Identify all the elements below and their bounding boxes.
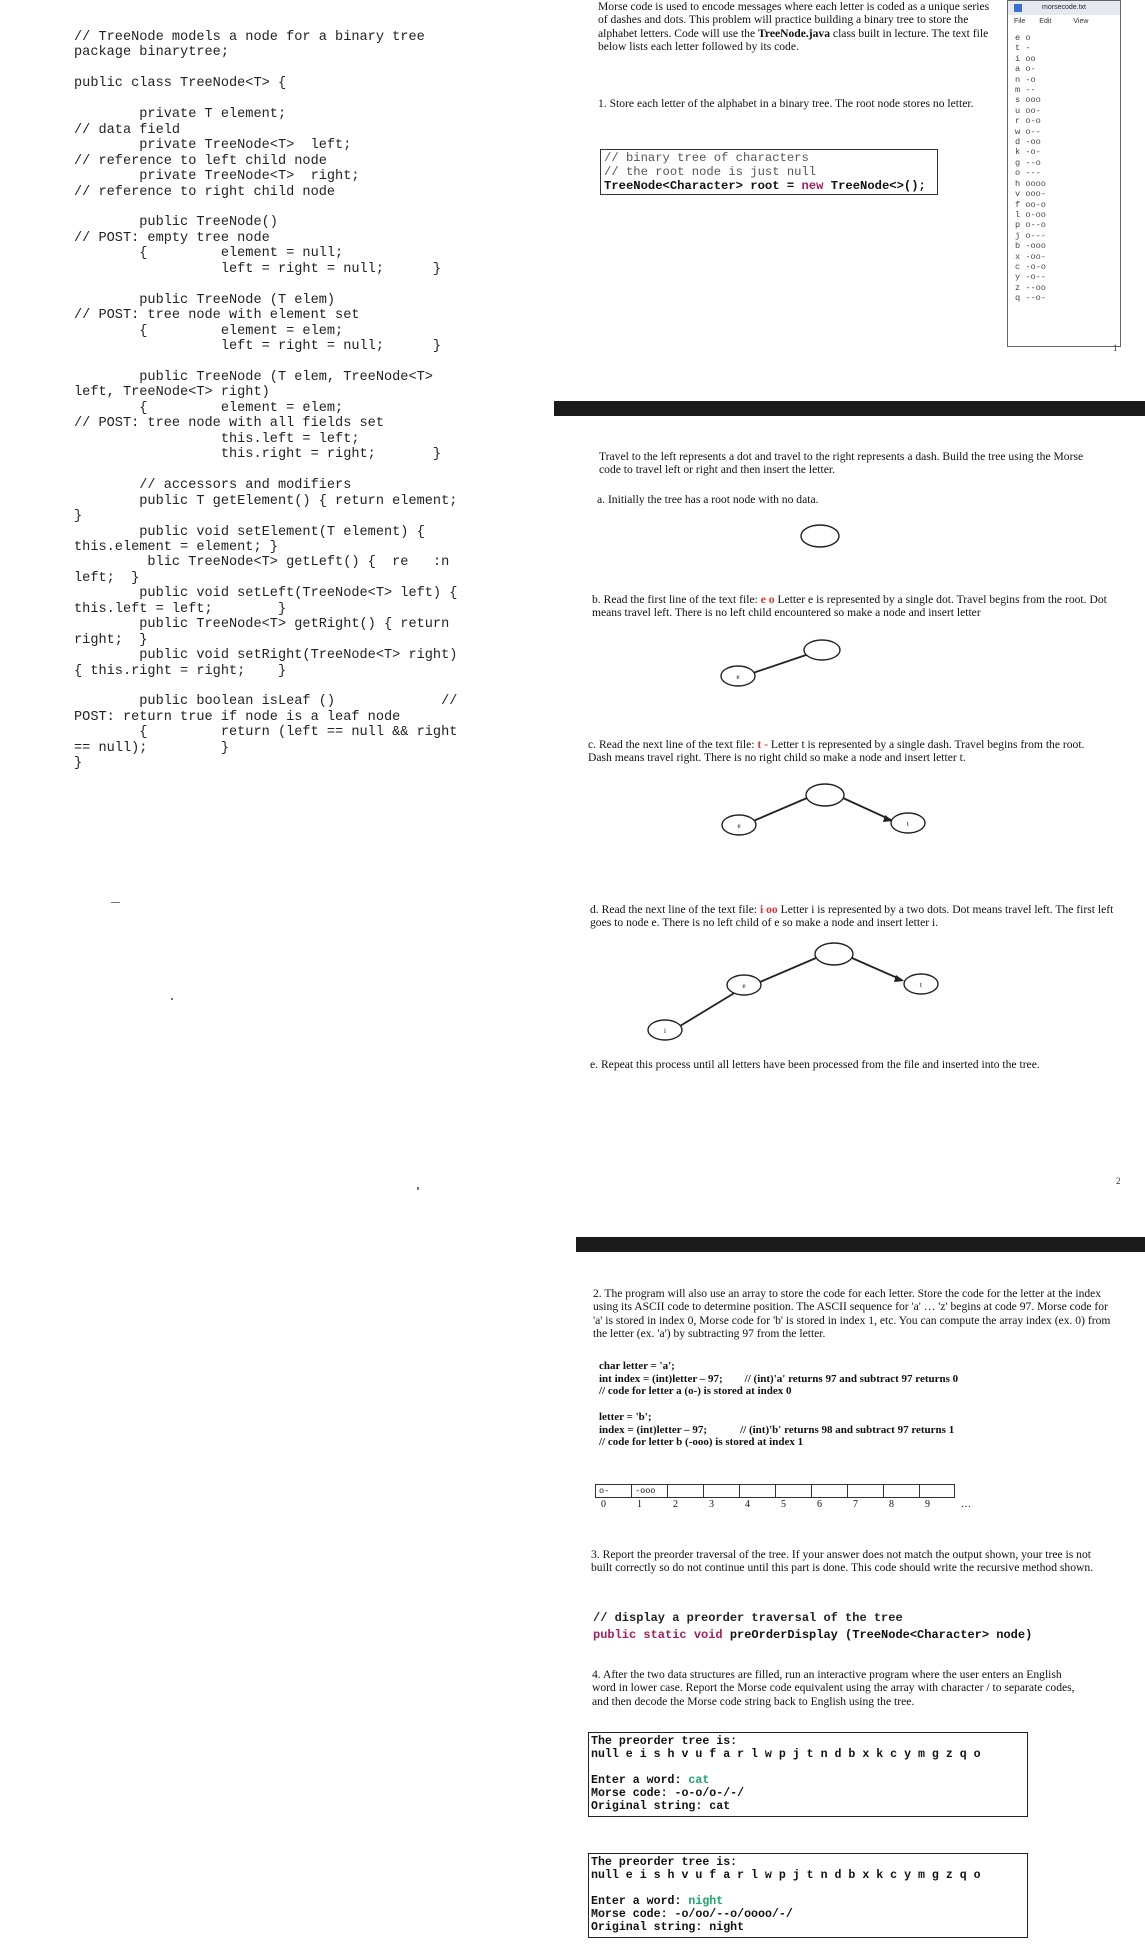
code-line: this.element = element; } — [74, 539, 278, 555]
notepad-window[interactable] — [1007, 0, 1121, 347]
original-label: Original string: — [591, 1800, 710, 1813]
preorder-value: null e i s h v u f a r l w p j t n d b x k c y m g z q o — [591, 1869, 981, 1882]
morse-line: e o — [760, 593, 775, 606]
tree-diagram-d — [640, 936, 950, 1046]
array-cell: -ooo — [631, 1484, 667, 1498]
array-cell — [739, 1484, 775, 1498]
tree-diagram-c — [715, 778, 940, 843]
code-signature: preOrderDisplay (TreeNode<Character> node) — [722, 1628, 1033, 1642]
code-line: public void setElement(T element) { — [74, 524, 425, 540]
intro-text: Morse code is used to encode messages where each letter is coded as a unique series of dashes and dots. This problem will practice building a binary tree to store the alphabet letters. Code will use the — [598, 0, 990, 40]
code-line: this.left = left; — [74, 431, 360, 447]
code-line: public T getElement() { return element; — [74, 493, 458, 509]
code-line — [74, 200, 554, 215]
morse-value: -o/oo/--o/oooo/-/ — [674, 1908, 793, 1921]
menu-edit[interactable]: Edit — [1039, 18, 1052, 25]
code-line: this.right = right; } — [74, 447, 442, 463]
array-index: 7 — [853, 1499, 858, 1510]
notepad-title: morsecode.txt — [1042, 4, 1086, 11]
notepad-line: u oo- — [1015, 105, 1041, 116]
array-cell — [919, 1484, 955, 1498]
code-line: right; } — [74, 632, 148, 648]
code-comment: // the root node is just null — [604, 165, 817, 179]
notepad-line: e o — [1015, 33, 1031, 43]
notepad-line: d -oo — [1015, 137, 1041, 148]
scan-speck — [171, 998, 173, 1000]
code-line: { return (left == null && right — [74, 725, 458, 741]
code-line: left, TreeNode<T> right) — [74, 385, 270, 401]
morse-label: Morse code: — [591, 1908, 675, 1921]
notepad-line: f oo-o — [1015, 199, 1046, 210]
code-line: // POST: tree node with element set — [74, 308, 360, 324]
step-b-text — [592, 593, 1107, 620]
code-line: // POST: tree node with all fields set — [74, 416, 384, 432]
code-line: // reference to left child node — [74, 153, 327, 169]
step-a-text: a. Initially the tree has a root node with no data. — [597, 493, 819, 506]
step3-code — [593, 1610, 1032, 1644]
step-text: c. Read the next line of the text file: — [588, 738, 758, 751]
preorder-label: The preorder tree is: — [591, 1735, 738, 1748]
code-line: } — [74, 509, 83, 525]
code-line: TreeNode<Character> root = — [604, 179, 802, 193]
step1-code-box — [600, 149, 938, 195]
prompt: Enter a word: — [591, 1774, 689, 1787]
array-index: 5 — [781, 1499, 786, 1510]
code-line: public void setLeft(TreeNode<T> left) { — [74, 586, 458, 602]
code-line — [74, 92, 554, 107]
node-e-label: e — [742, 982, 746, 990]
step-c-text — [588, 738, 1103, 765]
notepad-line: x -oo- — [1015, 251, 1046, 262]
code-line — [74, 277, 554, 292]
code-line: public TreeNode (T elem) — [74, 292, 336, 308]
example-code-b: letter = 'b'; index = (int)letter – 97; // (int)'b' returns 98 and subtract 97 returns 1 // code for letter b (-ooo) is stored at index 1 — [599, 1411, 955, 1449]
notepad-line: v ooo- — [1015, 189, 1046, 200]
code-line: // data field — [74, 122, 181, 138]
step4-text: 4. After the two data structures are filled, run an interactive program where the user enters an English word in lower case. Report the Morse code equivalent using the array with character / to separate codes, and then decode the Morse code string back to English using the tree. — [592, 1668, 1075, 1708]
code-line: { element = null; — [74, 246, 344, 262]
page-divider — [576, 1237, 1145, 1252]
edge-root-e — [751, 798, 807, 822]
edge-root-e — [760, 958, 816, 982]
code-line: private TreeNode<T> right; — [74, 169, 360, 185]
notepad-line: g --o — [1015, 157, 1041, 168]
array-index: 1 — [637, 1499, 642, 1510]
step-text-end: Letter e is represented by a single dot. Travel begins from the root. Dot means travel left. There is no left child encountered so make a node and insert letter — [592, 593, 1107, 620]
code-line: // POST: empty tree node — [74, 230, 270, 246]
notepad-line: o --- — [1015, 168, 1041, 179]
code-line: public void setRight(TreeNode<T> right) — [74, 648, 458, 664]
root-node — [806, 784, 844, 806]
step-text-end: Letter i is represented by a two dots. Dot means travel left. The first left goes to node e. There is no left child of e so make a node and insert letter i. — [590, 903, 1114, 930]
intro-text-end: class built in lecture. The text file below lists each letter followed by its code. — [598, 26, 989, 54]
code-comment: // binary tree of characters — [604, 151, 809, 165]
code-line: { element = elem; — [74, 323, 344, 339]
edge-root-t — [852, 958, 902, 980]
scan-speck — [111, 902, 120, 903]
root-node — [804, 640, 840, 660]
code-line: // TreeNode models a node for a binary tree — [74, 30, 425, 45]
notepad-app-icon — [1014, 4, 1022, 12]
notepad-line: z --oo — [1015, 282, 1046, 293]
code-line: package binarytree; — [74, 45, 229, 61]
step3-text: 3. Report the preorder traversal of the tree. If your answer does not match the output shown, your tree is not built correctly so do not continue until this part is done. This code should write the recursive method shown. — [591, 1548, 1094, 1575]
travel-paragraph: Travel to the left represents a dot and travel to the right represents a dash. Build the tree using the Morse code to travel left or right and then insert the letter. — [599, 450, 1084, 477]
intro-paragraph — [598, 0, 990, 54]
arrow-head — [894, 975, 904, 982]
java-source-code — [74, 30, 554, 772]
edge-root-t — [843, 798, 891, 820]
code-line: left; } — [74, 570, 140, 586]
root-node — [815, 943, 853, 965]
notepad-line: c -o-o — [1015, 261, 1046, 272]
code-line: this.left = left; } — [74, 601, 287, 617]
notepad-line: a o- — [1015, 64, 1036, 75]
edge-root-e — [750, 654, 809, 674]
code-line: == null); } — [74, 740, 229, 756]
notepad-line: j o--- — [1015, 230, 1046, 241]
notepad-line: r o-o — [1015, 116, 1041, 127]
code-keyword: new — [801, 179, 824, 193]
code-line: public class TreeNode<T> { — [74, 76, 287, 92]
notepad-menubar — [1008, 15, 1120, 29]
array-cell — [775, 1484, 811, 1498]
array-index: 3 — [709, 1499, 714, 1510]
array-cell: o- — [595, 1484, 631, 1498]
preorder-label: The preorder tree is: — [591, 1856, 738, 1869]
example-code-a: char letter = 'a'; int index = (int)letter – 97; // (int)'a' returns 97 and subtract 97 returns 0 // code for letter a (o-) is stored at index 0 — [599, 1360, 959, 1398]
node-i-label: i — [664, 1027, 666, 1035]
notepad-titlebar[interactable] — [1008, 1, 1120, 15]
array-cell — [667, 1484, 703, 1498]
tree-diagram-b — [710, 632, 850, 692]
notepad-line: l o-oo — [1015, 209, 1046, 220]
user-word: night — [688, 1895, 724, 1908]
code-line: { this.right = right; } — [74, 663, 287, 679]
page-number: 1 — [1113, 343, 1118, 353]
array-index: 0 — [601, 1499, 606, 1510]
array-cells — [595, 1484, 991, 1498]
original-value: night — [709, 1921, 745, 1934]
code-line: // accessors and modifiers — [74, 478, 352, 494]
notepad-line: n -o — [1015, 74, 1036, 85]
code-comment: // display a preorder traversal of the tree — [593, 1611, 903, 1625]
notepad-line: q --o- — [1015, 293, 1046, 304]
menu-view[interactable]: View — [1073, 18, 1089, 25]
code-line-end: TreeNode<>(); — [823, 179, 926, 193]
notepad-line: k -o- — [1015, 147, 1041, 158]
morse-value: -o-o/o-/-/ — [674, 1787, 745, 1800]
array-index: 9 — [925, 1499, 930, 1510]
edge-e-i — [680, 992, 736, 1026]
node-t-label: t — [920, 981, 922, 989]
array-index: 4 — [745, 1499, 750, 1510]
page-divider — [554, 401, 1145, 416]
root-node — [801, 525, 839, 547]
code-line — [74, 61, 554, 76]
morse-line: t - — [757, 738, 768, 751]
class-name: TreeNode.java — [758, 26, 831, 40]
code-line: POST: return true if node is a leaf node — [74, 709, 401, 725]
menu-file[interactable]: File — [1014, 18, 1026, 25]
morse-array-diagram — [595, 1484, 991, 1510]
morse-label: Morse code: — [591, 1787, 675, 1800]
notepad-line: y -o-- — [1015, 272, 1046, 283]
code-line: private TreeNode<T> left; — [74, 138, 352, 154]
code-keyword: public static void — [593, 1628, 723, 1642]
array-cell — [703, 1484, 739, 1498]
original-label: Original string: — [591, 1921, 710, 1934]
notepad-line: h oooo — [1015, 178, 1046, 189]
step1-text: 1. Store each letter of the alphabet in a binary tree. The root node stores no letter. — [598, 97, 974, 110]
step-text-end: Letter t is represented by a single dash. Travel begins from the root. Dash means travel right. There is no right child so make a node and insert letter t. — [588, 738, 1085, 765]
node-e-label: e — [736, 673, 740, 681]
code-line: public TreeNode (T elem, TreeNode<T> — [74, 369, 433, 385]
step-text: b. Read the first line of the text file: — [592, 593, 761, 606]
console-output-1 — [588, 1732, 1028, 1817]
notepad-line: s ooo — [1015, 95, 1041, 106]
user-word: cat — [688, 1774, 710, 1787]
notepad-line: p o--o — [1015, 220, 1046, 231]
prompt: Enter a word: — [591, 1895, 689, 1908]
notepad-line: w o-- — [1015, 126, 1041, 137]
code-line — [74, 679, 554, 694]
code-line: } — [74, 756, 83, 772]
code-line — [74, 355, 554, 370]
array-cell — [811, 1484, 847, 1498]
code-line: left = right = null; } — [74, 339, 442, 355]
step-text: d. Read the next line of the text file: — [590, 903, 760, 916]
notepad-line: t - — [1015, 43, 1031, 54]
array-index: 6 — [817, 1499, 822, 1510]
node-t-label: t — [907, 820, 909, 828]
code-line: // reference to right child node — [74, 184, 336, 200]
array-index: 2 — [673, 1499, 678, 1510]
code-line: private T element; — [74, 107, 287, 123]
code-line: blic TreeNode<T> getLeft() { re :n — [74, 555, 450, 571]
notepad-line: i oo — [1015, 53, 1036, 64]
page-number: 2 — [1116, 1176, 1121, 1186]
original-value: cat — [709, 1800, 731, 1813]
code-line: public TreeNode<T> getRight() { return — [74, 617, 450, 633]
notepad-line: m -- — [1015, 85, 1036, 96]
preorder-value: null e i s h v u f a r l w p j t n d b x k c y m g z q o — [591, 1748, 981, 1761]
node-e-label: e — [737, 822, 741, 830]
array-index: … — [961, 1499, 971, 1510]
array-index: 8 — [889, 1499, 894, 1510]
notepad-line: b -ooo — [1015, 241, 1046, 252]
scan-speck — [417, 1187, 419, 1190]
tree-diagram-a — [790, 520, 860, 556]
step2-text: 2. The program will also use an array to store the code for each letter. Store the code for the letter at the index using its ASCII code to determine position. The ASCII sequence for 'a' … 'z' begins at code 97. Morse code for 'a' is stored in index 0, Morse code for 'b' is stored in index 1, etc. You can compute the array index (ex. 0) from the letter (ex. 'a') by subtracting 97 from the letter. — [593, 1287, 1111, 1341]
step-e-text: e. Repeat this process until all letters have been processed from the file and inserted into the tree. — [590, 1058, 1040, 1071]
code-line: public TreeNode() — [74, 215, 278, 231]
code-line: { element = elem; — [74, 400, 344, 416]
code-line: left = right = null; } — [74, 261, 442, 277]
array-indices — [595, 1499, 991, 1510]
array-cell — [883, 1484, 919, 1498]
morse-line: i oo — [760, 903, 778, 916]
code-line: public boolean isLeaf () // — [74, 694, 458, 710]
code-line — [74, 463, 554, 478]
notepad-text-content[interactable] — [1015, 33, 1046, 304]
array-cell — [847, 1484, 883, 1498]
console-output-2 — [588, 1853, 1028, 1938]
step-d-text — [590, 903, 1115, 930]
